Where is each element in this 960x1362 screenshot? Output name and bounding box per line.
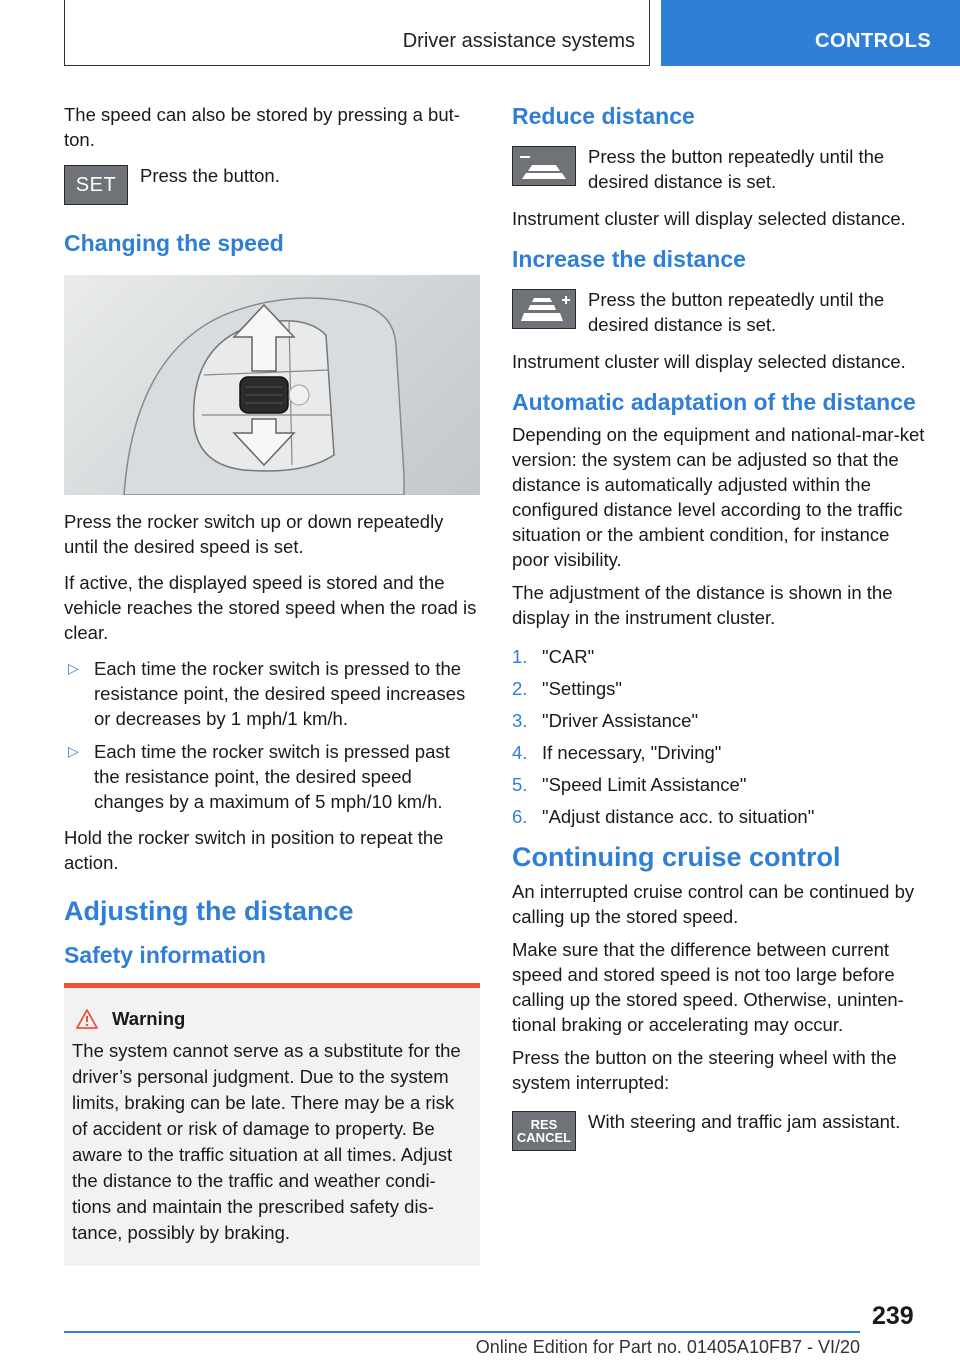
res-cancel-button-icon — [512, 1111, 576, 1151]
reduce-distance-icon — [512, 146, 576, 186]
automatic-adaptation-paragraph-1: Depending on the equipment and national-mar-ket version: the system can be adjusted so that the distance is automatically adjusted within the configured distance level according to the traffic situation or the ambient condition, for instance poor visibility. — [512, 424, 925, 570]
set-button-icon-label: SET — [75, 173, 117, 196]
increase-distance-note: Instrument cluster will display selected distance. — [512, 351, 906, 372]
list-item: 4. If necessary, "Driving" — [512, 742, 722, 763]
res-cancel-text: With steering and traffic jam assistant. — [588, 1111, 901, 1132]
set-button-icon — [64, 165, 128, 205]
list-item: ▷ Each time the rocker switch is pressed to the resistance point, the desired speed increases or decreases by 1 mph/1 km/h. — [68, 658, 466, 729]
list-item: 2. "Settings" — [512, 678, 622, 699]
res-cancel-row — [512, 1109, 928, 1151]
res-cancel-icon-label: RES CANCEL — [516, 1117, 572, 1145]
rocker-switch-illustration — [64, 275, 480, 495]
increase-distance-heading: Increase the distance — [512, 246, 746, 272]
footer-edition: Online Edition for Part no. 01405A10FB7 - VI/20 — [475, 1337, 860, 1357]
changing-speed-heading: Changing the speed — [64, 230, 284, 256]
adjusting-distance-heading: Adjusting the distance — [64, 896, 354, 926]
warning-text: The system cannot serve as a substitute for the driver’s personal judgment. Due to the system limits, braking can be late. There may be a risk of accident or risk of damage to property. Be aware to the traffic situation at all times. Adjust the distance to the traffic and weather condi-tions and maintain the prescribed safety dis-tance, possibly by braking. — [72, 1040, 461, 1243]
safety-information-heading: Safety information — [64, 942, 266, 968]
reduce-distance-row — [512, 144, 928, 194]
warning-box — [64, 983, 480, 1266]
warning-triangle-icon — [76, 1009, 98, 1029]
set-button-row — [64, 163, 480, 205]
list-item: 5. "Speed Limit Assistance" — [512, 774, 747, 795]
footer-divider — [64, 1331, 860, 1333]
reduce-distance-text: Press the button repeatedly until the desired distance is set. — [588, 146, 885, 192]
settings-steps-list — [512, 644, 928, 829]
triangle-bullet-icon: ▷ — [68, 660, 79, 676]
header-chapter-title: CONTROLS — [815, 30, 932, 52]
automatic-adaptation-paragraph-2: The adjustment of the distance is shown in the display in the instrument cluster. — [512, 582, 893, 628]
right-column — [512, 102, 928, 1163]
warning-title: Warning — [112, 1008, 186, 1029]
header-chapter-tab[interactable] — [661, 0, 960, 66]
steering-wheel-rocker-photo — [64, 275, 480, 495]
set-button-text: Press the button. — [140, 165, 280, 186]
rocker-paragraph-2: If active, the displayed speed is stored and the vehicle reaches the stored speed when the road is clear. — [64, 572, 477, 643]
list-item: 3. "Driver Assistance" — [512, 710, 699, 731]
intro-paragraph: The speed can also be stored by pressing a but-ton. — [64, 104, 460, 150]
left-column — [64, 102, 480, 1266]
rocker-bullet-list — [64, 656, 480, 814]
triangle-bullet-icon: ▷ — [68, 743, 79, 759]
increase-distance-text: Press the button repeatedly until the desired distance is set. — [588, 289, 885, 335]
header-section-box — [64, 0, 650, 66]
list-item: 6. "Adjust distance acc. to situation" — [512, 806, 815, 827]
increase-distance-row — [512, 287, 928, 337]
continuing-paragraph-1: An interrupted cruise control can be continued by calling up the stored speed. — [512, 881, 915, 927]
continuing-cruise-control-heading: Continuing cruise control — [512, 842, 841, 872]
list-item: ▷ Each time the rocker switch is pressed past the resistance point, the desired speed changes by a maximum of 5 mph/10 km/h. — [68, 741, 450, 812]
rocker-paragraph-1: Press the rocker switch up or down repeatedly until the desired speed is set. — [64, 511, 444, 557]
reduce-distance-note: Instrument cluster will display selected distance. — [512, 208, 906, 229]
warning-title-row — [72, 1008, 472, 1030]
reduce-distance-heading: Reduce distance — [512, 103, 695, 129]
hold-paragraph: Hold the rocker switch in position to repeat the action. — [64, 827, 444, 873]
header-section-title: Driver assistance systems — [402, 30, 635, 52]
page-number: 239 — [872, 1302, 914, 1330]
list-item: 1. "CAR" — [512, 646, 595, 667]
continuing-paragraph-2: Make sure that the difference between current speed and stored speed is not too large before calling up the stored speed. Otherwise, uninten-tional braking or accelerating may occur. — [512, 939, 904, 1035]
automatic-adaptation-heading: Automatic adaptation of the distance — [512, 389, 916, 415]
increase-distance-icon — [512, 289, 576, 329]
continuing-paragraph-3: Press the button on the steering wheel with the system interrupted: — [512, 1047, 897, 1093]
